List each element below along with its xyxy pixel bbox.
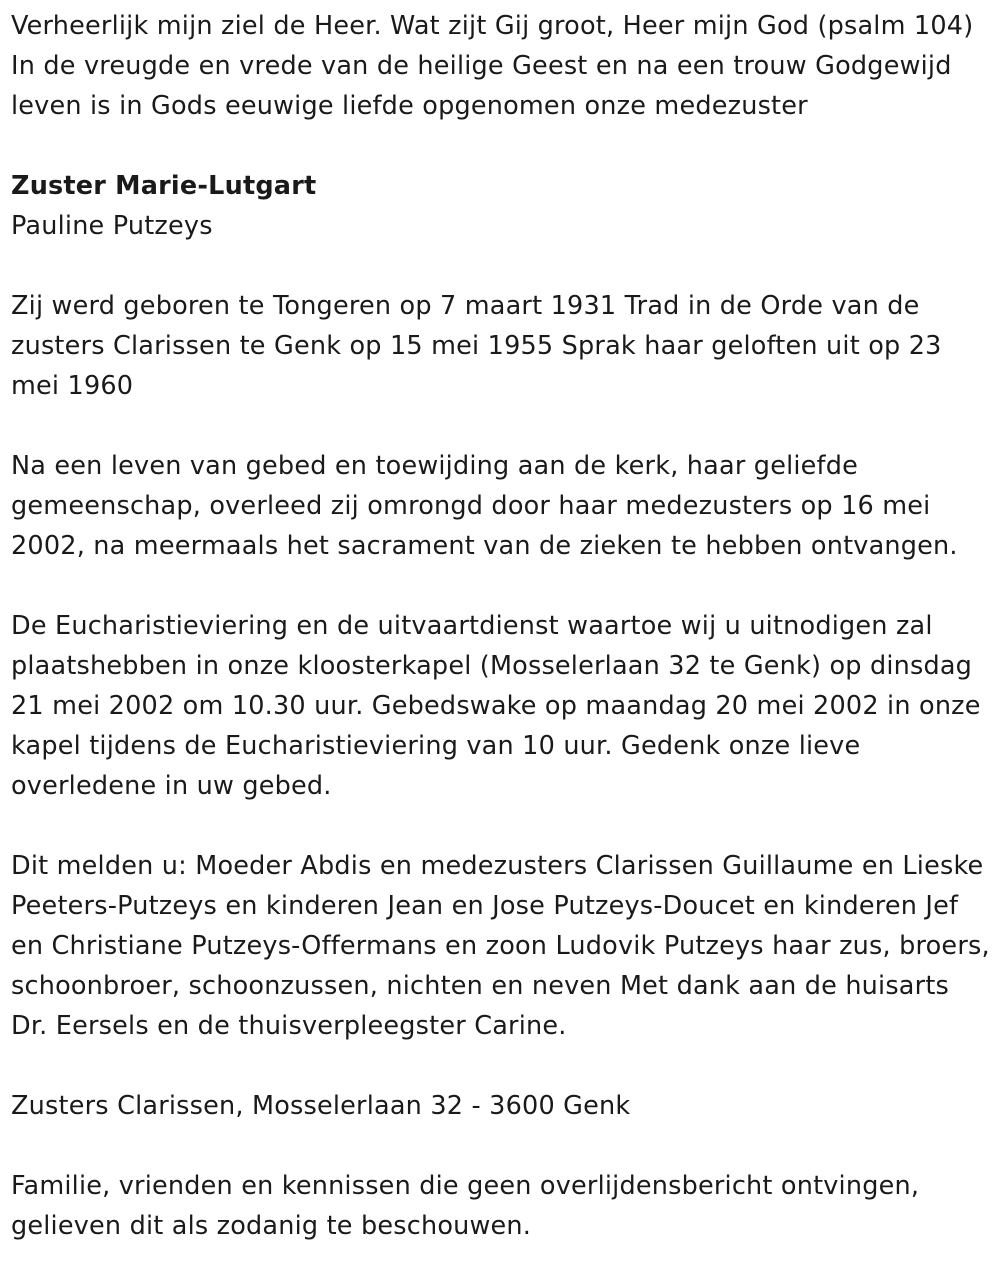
death-paragraph: Na een leven van gebed en toewijding aan de kerk, haar geliefde gemeenschap, overleed zij omrongd door haar medezusters op 16 mei 2002, na meermaals het sacrament van de zieken te hebben ontvangen.: [11, 451, 958, 561]
religious-name: Zuster Marie-Lutgart: [11, 171, 317, 201]
spacer: [11, 1046, 991, 1086]
spacer: [11, 246, 991, 286]
intro-paragraph: Verheerlijk mijn ziel de Heer. Wat zijt Gij groot, Heer mijn God (psalm 104) In de vreugde en vrede van de heilige Geest en na een trouw Godgewijd leven is in Gods eeuwige liefde opgenomen onze medezuster: [11, 11, 974, 121]
announcers-paragraph: Dit melden u: Moeder Abdis en medezusters Clarissen Guillaume en Lieske Peeters-Putzeys en kinderen Jean en Jose Putzeys-Doucet en kinderen Jef en Christiane Putzeys-Offermans en zoon Ludovik Putzeys haar zus, broers, schoonbroer, schoonzussen, nichten en neven Met dank aan de huisarts Dr. Eersels en de thuisverpleegster Carine.: [11, 851, 990, 1041]
spacer: [11, 126, 991, 166]
spacer: [11, 566, 991, 606]
spacer: [11, 406, 991, 446]
spacer: [11, 1126, 991, 1166]
closing-paragraph: Familie, vrienden en kennissen die geen overlijdensbericht ontvingen, gelieven dit als zodanig te beschouwen.: [11, 1171, 920, 1241]
spacer: [11, 806, 991, 846]
address-line: Zusters Clarissen, Mosselerlaan 32 - 3600 Genk: [11, 1091, 631, 1121]
biography-paragraph: Zij werd geboren te Tongeren op 7 maart 1931 Trad in de Orde van de zusters Clarissen te Genk op 15 mei 1955 Sprak haar geloften uit op 23 mei 1960: [11, 291, 942, 401]
funeral-paragraph: De Eucharistieviering en de uitvaartdienst waartoe wij u uitnodigen zal plaatshebben in onze kloosterkapel (Mosselerlaan 32 te Genk) op dinsdag 21 mei 2002 om 10.30 uur. Gebedswake op maandag 20 mei 2002 in onze kapel tijdens de Eucharistieviering van 10 uur. Gedenk onze lieve overledene in uw gebed.: [11, 611, 981, 801]
obituary-notice: [11, 6, 991, 1246]
civil-name: Pauline Putzeys: [11, 211, 213, 241]
